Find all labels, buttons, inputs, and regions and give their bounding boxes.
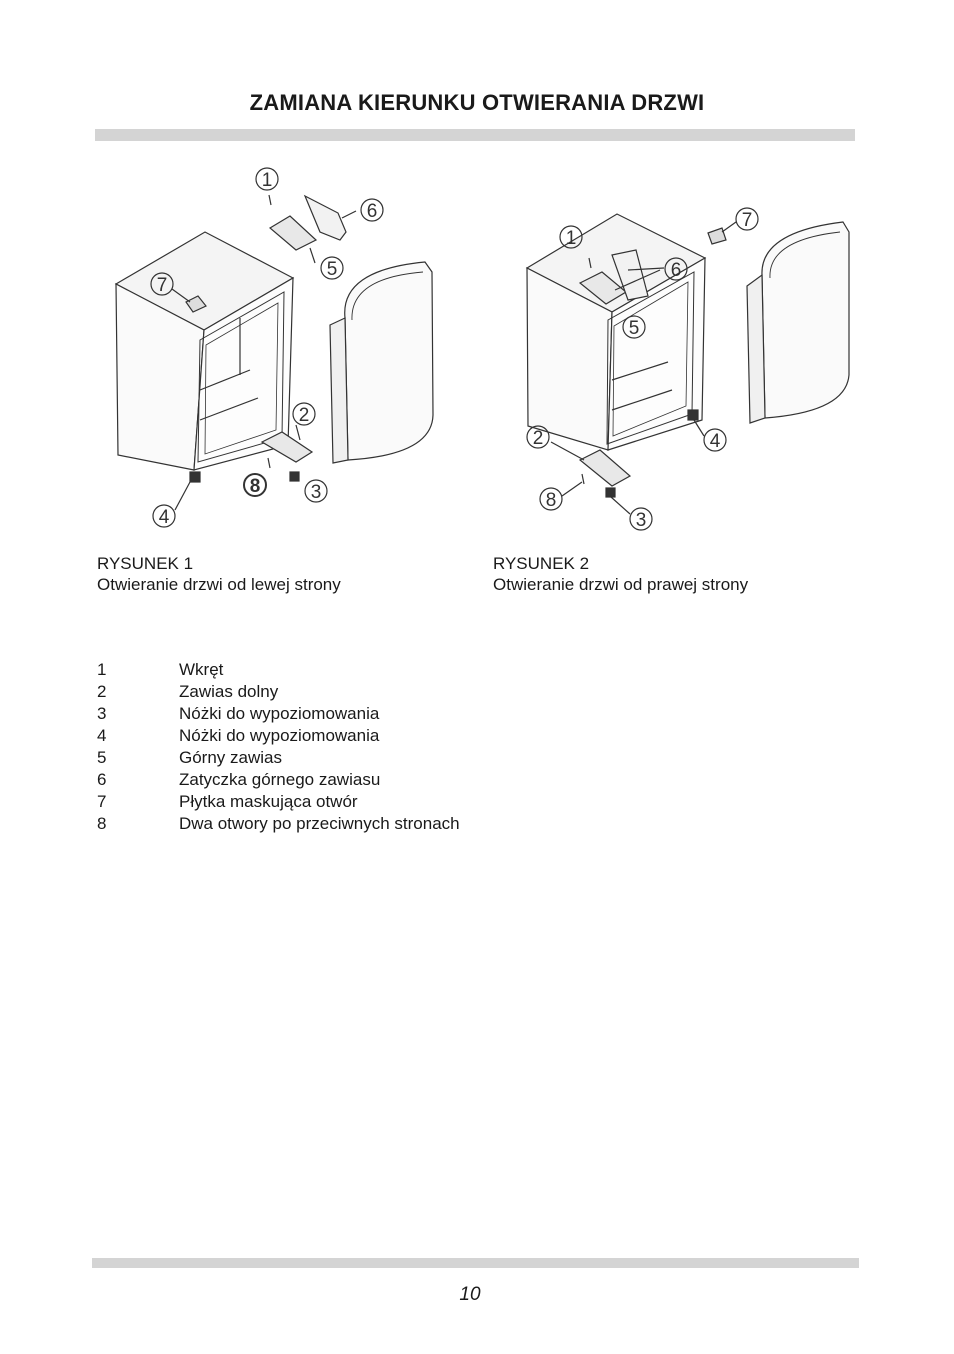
callout-8: [540, 488, 562, 511]
legend-text: Płytka maskująca otwór: [179, 792, 358, 811]
svg-text:5: 5: [628, 318, 640, 339]
legend-item: [97, 659, 460, 681]
svg-text:7: 7: [741, 210, 753, 231]
svg-text:3: 3: [635, 510, 647, 531]
svg-text:8: 8: [545, 490, 557, 511]
callout-7: [736, 208, 758, 231]
legend-text: Dwa otwory po przeciwnych stronach: [179, 814, 460, 833]
legend-item: [97, 791, 460, 813]
legend-text: Wkręt: [179, 660, 224, 679]
legend-number: 8: [97, 814, 107, 833]
figure-2-label: RYSUNEK 2: [493, 554, 590, 573]
legend-number: 4: [97, 726, 107, 745]
legend-number: 6: [97, 770, 107, 789]
legend-text: Górny zawias: [179, 748, 282, 767]
svg-text:1: 1: [261, 170, 273, 191]
legend-number: 2: [97, 682, 107, 701]
legend-item: [97, 813, 460, 835]
legend-text: Zawias dolny: [179, 682, 279, 701]
svg-text:6: 6: [670, 260, 682, 281]
foot-shape: [190, 472, 200, 482]
page-number: 10: [459, 1284, 481, 1305]
callout-2: [293, 403, 315, 426]
legend-number: 3: [97, 704, 107, 723]
callout-2: [527, 426, 549, 449]
legend-number: 7: [97, 792, 107, 811]
legend-number: 5: [97, 748, 107, 767]
legend-item: [97, 703, 460, 725]
figure-1-diagram: [100, 160, 460, 540]
page-title: ZAMIANA KIERUNKU OTWIERANIA DRZWI: [249, 90, 705, 115]
callout-3: [630, 508, 652, 531]
parts-legend: [97, 659, 460, 835]
callout-4: [704, 429, 726, 452]
legend-text: Nóżki do wypoziomowania: [179, 704, 380, 723]
callout-6: [361, 199, 383, 222]
figure-2-description: Otwieranie drzwi od prawej strony: [493, 575, 749, 594]
callout-8: [244, 474, 266, 497]
legend-text: Zatyczka górnego zawiasu: [179, 770, 381, 789]
figure-1-caption: [97, 553, 341, 595]
callout-1: [256, 168, 278, 191]
svg-text:4: 4: [158, 507, 170, 528]
legend-item: [97, 747, 460, 769]
svg-text:5: 5: [326, 259, 338, 280]
callout-3: [305, 480, 327, 503]
svg-text:4: 4: [709, 431, 721, 452]
legend-item: [97, 725, 460, 747]
callout-5: [321, 257, 343, 280]
svg-text:8: 8: [249, 476, 261, 497]
svg-text:7: 7: [156, 275, 168, 296]
legend-item: [97, 681, 460, 703]
svg-text:3: 3: [310, 482, 322, 503]
figure-1-description: Otwieranie drzwi od lewej strony: [97, 575, 341, 594]
legend-number: 1: [97, 660, 107, 679]
svg-text:2: 2: [298, 405, 310, 426]
figure-2-caption: [493, 553, 748, 595]
header-rule: [95, 129, 855, 141]
legend-item: [97, 769, 460, 791]
figure-2-diagram: [520, 200, 865, 540]
svg-text:2: 2: [532, 428, 544, 449]
legend-text: Nóżki do wypoziomowania: [179, 726, 380, 745]
svg-text:6: 6: [366, 201, 378, 222]
callout-4: [153, 505, 175, 528]
svg-text:1: 1: [565, 228, 577, 249]
figure-1-label: RYSUNEK 1: [97, 554, 194, 573]
footer-rule: [92, 1258, 859, 1268]
